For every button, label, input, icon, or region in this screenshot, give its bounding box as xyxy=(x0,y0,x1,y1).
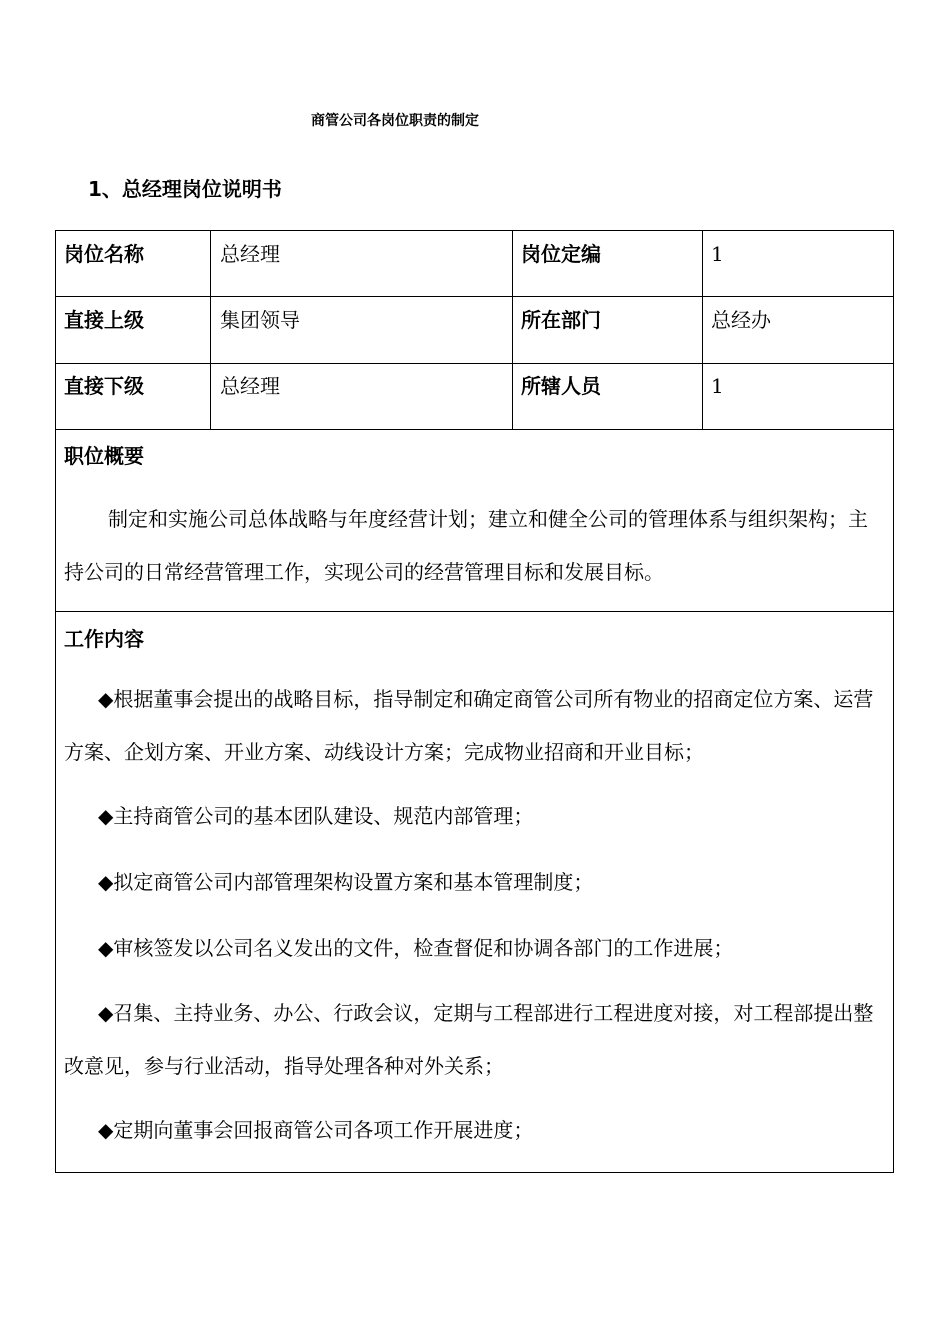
value-direct-superior: 集团领导 xyxy=(220,308,300,332)
value-staff-count: 1 xyxy=(711,374,724,398)
summary-title: 职位概要 xyxy=(64,444,144,468)
work-content-title: 工作内容 xyxy=(64,627,144,651)
duty-item: ◆根据董事会提出的战略目标，指导制定和确定商管公司所有物业的招商定位方案、运营方案、企划方案、开业方案、动线设计方案；完成物业招商和开业目标； xyxy=(64,687,874,764)
label-direct-subordinate: 直接下级 xyxy=(64,374,144,398)
table-column-divider xyxy=(210,230,211,430)
table-row-divider xyxy=(55,429,894,430)
section-heading: 1、总经理岗位说明书 xyxy=(88,177,282,201)
label-direct-superior: 直接上级 xyxy=(64,308,144,332)
summary-text: 制定和实施公司总体战略与年度经营计划；建立和健全公司的管理体系与组织架构；主持公司的日常经营管理工作，实现公司的经营管理目标和发展目标。 xyxy=(64,507,868,584)
duty-item: ◆召集、主持业务、办公、行政会议，定期与工程部进行工程进度对接，对工程部提出整改意见，参与行业活动，指导处理各种对外关系； xyxy=(64,1001,874,1078)
label-department: 所在部门 xyxy=(521,308,601,332)
label-headcount: 岗位定编 xyxy=(521,242,601,266)
value-department: 总经办 xyxy=(711,308,771,332)
value-headcount: 1 xyxy=(711,242,724,266)
duty-item: ◆定期向董事会回报商管公司各项工作开展进度； xyxy=(98,1118,534,1142)
document-title: 商管公司各岗位职责的制定 xyxy=(311,113,479,129)
duty-item: ◆主持商管公司的基本团队建设、规范内部管理； xyxy=(98,804,534,828)
value-direct-subordinate: 总经理 xyxy=(220,374,280,398)
value-position-name: 总经理 xyxy=(220,242,280,266)
table-row-divider xyxy=(55,363,894,364)
label-position-name: 岗位名称 xyxy=(64,242,144,266)
label-staff-count: 所辖人员 xyxy=(521,374,601,398)
duty-item: ◆拟定商管公司内部管理架构设置方案和基本管理制度； xyxy=(98,870,594,894)
table-column-divider xyxy=(702,230,703,430)
table-row-divider xyxy=(55,296,894,297)
table-row-divider xyxy=(55,611,894,612)
table-column-divider xyxy=(512,230,513,430)
duty-item: ◆审核签发以公司名义发出的文件，检查督促和协调各部门的工作进展； xyxy=(98,936,734,960)
